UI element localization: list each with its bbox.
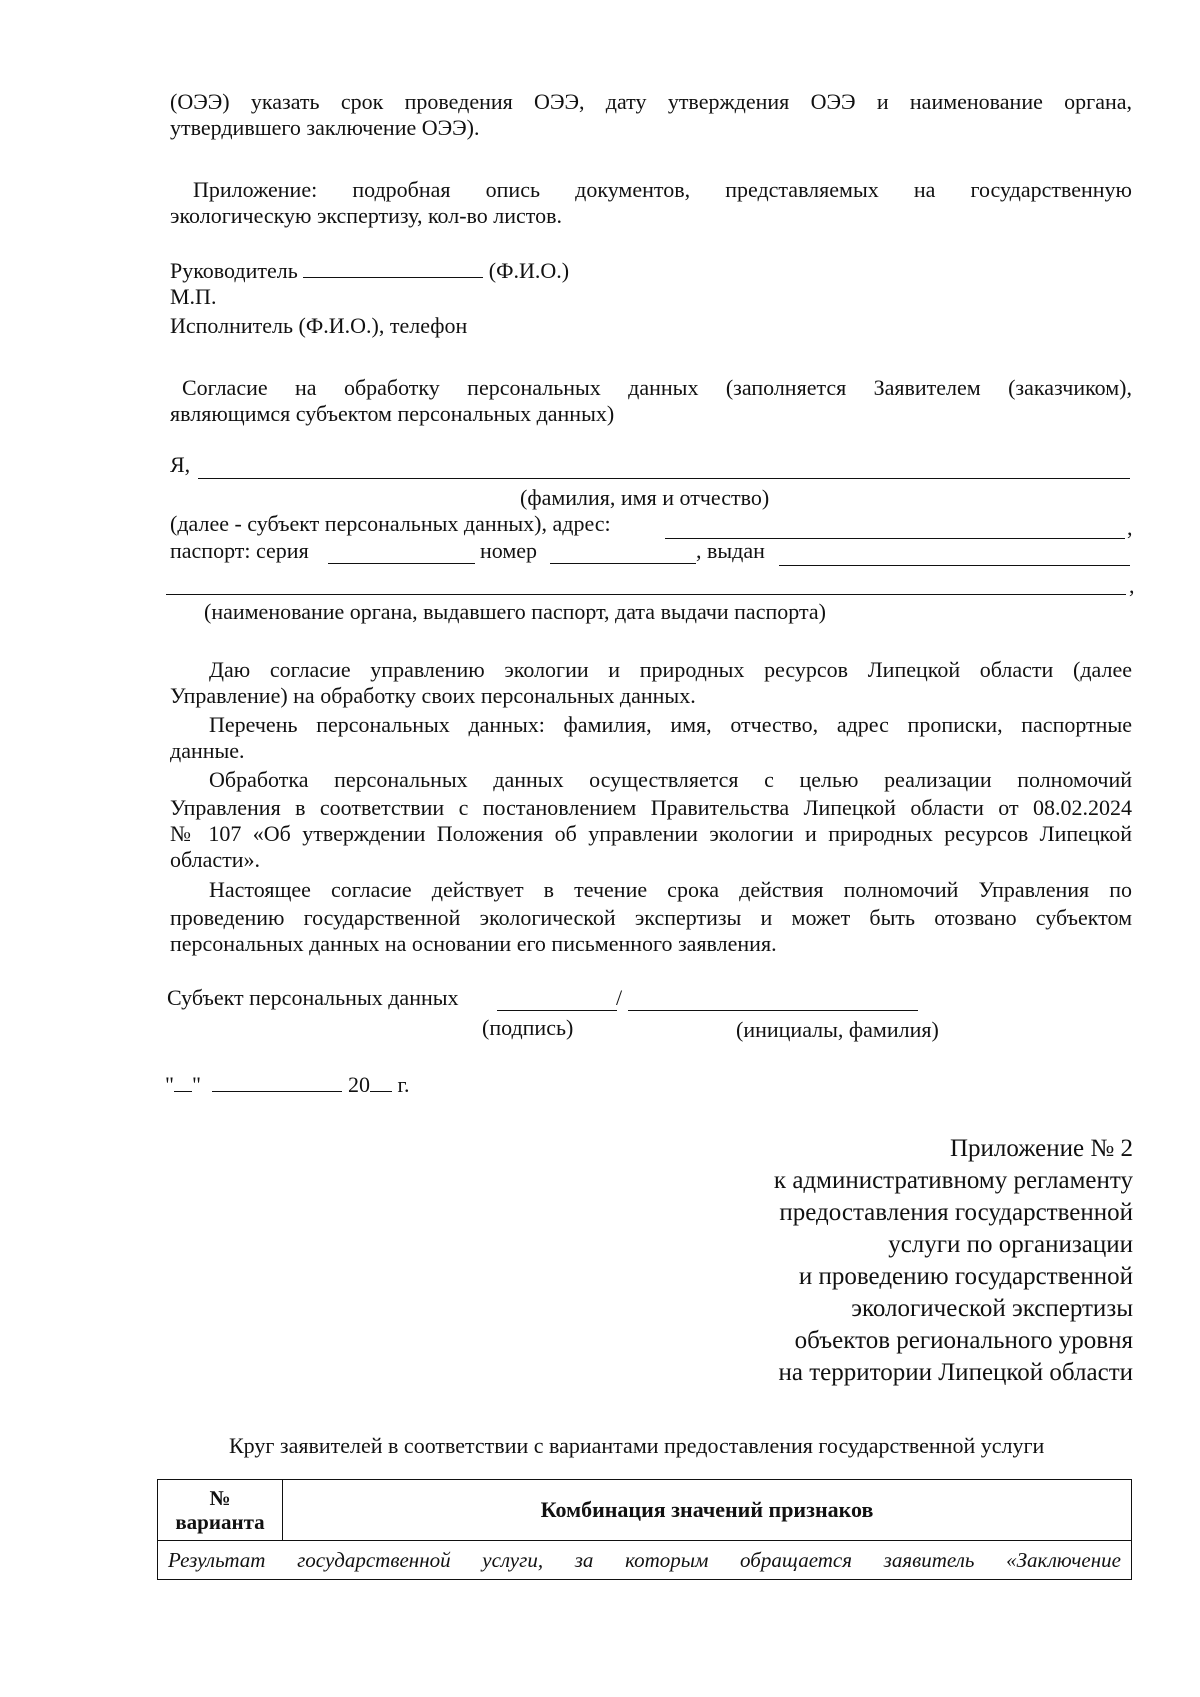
address-label: (далее - субъект персональных данных), адрес: — [170, 511, 611, 536]
subject-signature-field — [497, 1010, 617, 1011]
consent-text-line: персональных данных на основании его письменного заявления. — [170, 931, 777, 956]
appendix-line: и проведению государственной — [798, 1263, 1133, 1290]
header-number-sign: № — [209, 1486, 231, 1510]
consent-text-line: области». — [170, 847, 261, 872]
consent-text-line: Управления в соответствии с постановлением Правительства Липецкой области от 08.02.2024 — [170, 795, 1132, 820]
consent-text-line: Обработка персональных данных осуществляется с целью реализации полномочий — [209, 767, 1132, 792]
consent-text-line: Настоящее согласие действует в течение срока действия полномочий Управления по — [209, 877, 1132, 902]
appendix-line: услуги по организации — [888, 1231, 1133, 1258]
passport-number-label: номер — [480, 538, 538, 563]
comma: , — [1127, 515, 1133, 540]
appendix-line: объектов регионального уровня — [794, 1327, 1133, 1354]
consent-text-line: данные. — [170, 738, 245, 763]
consent-text-line: № 107 «Об утверждении Положения об управлении экологии и природных ресурсов Липецкой — [170, 821, 1132, 846]
attachment-line: экологическую экспертизу, кол-во листов. — [170, 203, 563, 228]
head-label: Руководитель — [170, 258, 298, 283]
date-month-field — [212, 1071, 342, 1092]
fio-field — [198, 478, 1130, 479]
attachment-line: Приложение: подробная опись документов, представляемых на государственную — [193, 177, 1132, 202]
text-line: (ОЭЭ) указать срок проведения ОЭЭ, дату утверждения ОЭЭ и наименование органа, — [170, 89, 1132, 114]
table-title: Круг заявителей в соответствии с вариантами предоставления государственной услуги — [229, 1433, 1045, 1458]
issued-label: , выдан — [696, 538, 765, 563]
passport-series-field — [328, 563, 475, 564]
consent-intro-line: являющимся субъектом персональных данных) — [170, 401, 615, 426]
header-variant-label: варианта — [175, 1510, 265, 1534]
table-row — [158, 1541, 1132, 1580]
date-quote-close: " — [191, 1072, 201, 1097]
subject-label: Субъект персональных данных — [167, 985, 459, 1010]
consent-intro-line: Согласие на обработку персональных данных (заполняется Заявителем (заказчиком), — [182, 375, 1132, 400]
passport-number-field — [550, 563, 696, 564]
date-quote-open: " — [165, 1072, 174, 1097]
appendix-line: предоставления государственной — [779, 1199, 1133, 1226]
consent-text-line: Перечень персональных данных: фамилия, имя, отчество, адрес прописки, паспортные — [209, 712, 1132, 737]
table-header-row — [158, 1480, 1132, 1541]
header-combination: Комбинация значений признаков — [283, 1480, 1132, 1541]
date-line — [165, 1071, 410, 1098]
appendix-line: к административному регламенту — [773, 1167, 1133, 1194]
head-fio: (Ф.И.О.) — [488, 258, 570, 283]
consent-text-line: Управление) на обработку своих персональных данных. — [170, 683, 696, 708]
appendix-line: на территории Липецкой области — [778, 1359, 1133, 1386]
fio-caption: (фамилия, имя и отчество) — [520, 485, 770, 510]
variants-table — [157, 1479, 1132, 1580]
signature-caption: (подпись) — [482, 1015, 574, 1040]
appendix-line: экологической экспертизы — [851, 1295, 1133, 1322]
head-signature-field — [303, 257, 483, 278]
consent-text-line: Даю согласие управлению экологии и природных ресурсов Липецкой области (далее — [209, 657, 1132, 682]
appendix-line: Приложение № 2 — [949, 1135, 1133, 1162]
issuer-field — [166, 594, 1126, 595]
seal-label: М.П. — [170, 284, 217, 309]
initials-caption: (инициалы, фамилия) — [736, 1017, 939, 1042]
head-signature-line — [170, 257, 569, 284]
slash: / — [616, 985, 623, 1010]
date-day-field — [174, 1071, 192, 1092]
executor-line: Исполнитель (Ф.И.О.), телефон — [170, 313, 468, 338]
consent-text-line: проведению государственной экологической экспертизы и может быть отозвано субъектом — [170, 905, 1132, 930]
text-line: утвердившего заключение ОЭЭ). — [170, 115, 480, 140]
comma: , — [1129, 573, 1135, 598]
date-year-field — [370, 1071, 392, 1092]
subject-initials-field — [628, 1010, 918, 1011]
date-year-suffix: г. — [397, 1072, 410, 1097]
passport-series-label: паспорт: серия — [170, 538, 309, 563]
appendix-heading — [700, 1133, 1133, 1389]
issuer-caption: (наименование органа, выдавшего паспорт, дата выдачи паспорта) — [204, 599, 826, 624]
table-cell-result: Результат государственной услуги, за которым обращается заявитель «Заключение — [158, 1541, 1132, 1580]
issued-field — [779, 565, 1130, 566]
header-variant-number — [158, 1480, 283, 1541]
i-label: Я, — [170, 452, 191, 477]
date-year-prefix: 20 — [347, 1072, 370, 1097]
